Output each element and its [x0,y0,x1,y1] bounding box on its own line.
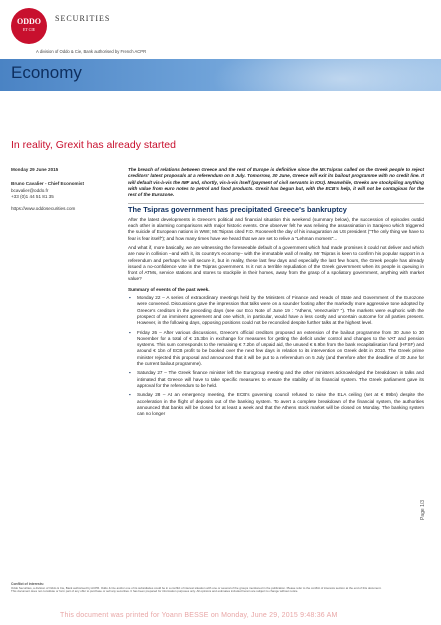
document-footer [11,583,423,594]
logo-top-text: ODDO [17,17,41,26]
author-email[interactable]: bcavalier@oddo.fr [11,187,49,193]
intro-paragraph: The breach of relations between Greece and the rest of Europe is definitive since the Mr.Tsipras called on the Greek people to reject creditors' latest proposals at a referendum on 5 July. Tomorrow, 30 June, Greece will exit its bailout programme with no credit line. It will default vis-à-vis the IMF and, shortly, vis-à-vis itself (payment of civil servants in IOU). Meanwhile, Greeks are stockpiling anything with value from euro notes to petrol and food products. Grexit has begun but, with the ECB's help, it will not be contagious for the rest of the Eurozone. [128,167,424,198]
oddo-logo [11,8,47,44]
bullet-item: ▪ Monday 22 – A series of extraordinary meetings held by the Ministers of Finance and Heads of State and Government of the Eurozone were convened. Discussions gave the impression that talks were on a sounder footing after the markedly more aggressive tone adopted by Greece's creditors in the preceding days (see our Eco Note of June 19 : "Athens, Venezuela? "). The markets were euphoric with the prospect of an imminent agreement and one which, in particular, would have a less costly and uncertain outcome for all parties present. However, in the following days, opposing positions could not be reconciled despite further talks at the highest level. [128,295,424,326]
section-banner [0,59,441,91]
footer-title: Conflict of interests: [11,582,44,586]
bullet-item: ▪ Saturday 27 – The Greek finance minister left the Eurogroup meeting and the other ministers acknowledged the breakdown in talks and intimated that Greece will have to take specific measures to ensure the stability of its financial system. The Greek parliament gave its approval for the referendum to be held. [128,370,424,389]
page-number: Page 1/3 [420,499,426,520]
article-headline: In reality, Grexit has already started [11,139,176,151]
bullet-item: ▪ Sunday 28 – At an emergency meeting, the ECB's governing council refused to raise the ELA ceiling (set at € 89bn) despite the acceleration in the flight of deposits out of the banking system. To avert a complete breakdown of the financial system, the authorities announced that banks will be closed for at least a week and that the Athens stock market will be closed on Monday. The banking system can no longer [128,392,424,428]
document-header [0,0,441,62]
author-name: Bruno Cavalier - Chief Economist [11,181,85,187]
publication-date: Monday 29 June 2015 [11,167,59,172]
bullet-item: ▪ Friday 26 – After various discussions, Greece's official creditors proposed an extension of the bailout programme from 30 June to 30 November for a total of € 15.3bn in exchange for measures for getting the deficit under control and changes to the VAT and pension systems. This sum corresponds to the remaining € 7.2bn of unpaid aid, the unused € 6.9bn from the bank recapitalisation fund (HFSF) and around € 1bn of ECB profit to be booked over the next few days in relation to its intervention on Greek debt in 2010. The Greek prime minister rejected this proposal and announced that it will be put to a referendum on 5 July (and therefore after the deadline of 30 June for the current bailout programme). [128,330,424,368]
banner-decoration [211,59,441,91]
print-watermark: This document was printed for Yoann BESSE on Monday, June 29, 2015 9:48:36 AM [60,612,338,619]
footer-line-1: Oddo Securities, a division of Oddo & Cie, Bank authorised by ACPR. Oddo & Cie and/or one of its subsidiaries could be in a conflict of interest situation with one or several of the groups mentioned in the publication. Please refer to the conflict of interests section at the end of this document. [11,585,382,590]
body-paragraph-2: And what if, more basically, we are witnessing the foreseeable default of a government which had made promises it could not deliver and which are now in collision –and with it, its country's economy– with the immutable wall of reality. Mr Tsipras is keen to confirm his popular support in a referendum and perhaps he will secure it, but in reality, these last few days and especially the last few hours, the Greek people has already issued a no-confidence vote in the Tsipras government. Is it not a terrible repudiation of the Greek government when its people is queuing in front of ATMs, service stations and stores to stockpile in their homes, away from the grasp of a spoliatory government, anything with market value? [128,244,424,282]
author-sidebar [11,167,121,212]
body-paragraph-1: After the latest developments in Greece's political and financial situation this weekend (summary below), the succession of episodes outdid each other in alarming comparisons with major historic events. One observer felt he was reliving the assassination in Sarajevo which triggered the suicide of European nations in WWI; Mr.Tsipras cited F.D. Roosevelt the day of his inauguration as US president ("The only thing we have to fear is fear itself"); and how many times have we heard that we are set to relive a "Lehman moment"... [128,216,424,241]
website-link[interactable]: https://www.oddosecurities.com [11,206,76,212]
brand-subline: A division of Oddo & Cie, Bank authorised by French ACPR [36,49,147,54]
brand-name: SECURITIES [55,14,111,23]
footer-line-2: This document does not constitute or form part of any offer to purchase or sell any securities. It has been prepared for information purposes only. All opinions and estimates included herein are subject to change without notice. [11,589,299,594]
section-title: The Tsipras government has precipitated Greece's bankruptcy [128,203,424,213]
summary-title: Summary of events of the past week. [128,286,210,292]
logo-bottom-text: ET CIE [22,27,36,32]
article-body [128,167,424,431]
author-phone: +33 (0)1 44 51 81 35 [11,193,54,199]
banner-title: Economy [11,63,82,82]
